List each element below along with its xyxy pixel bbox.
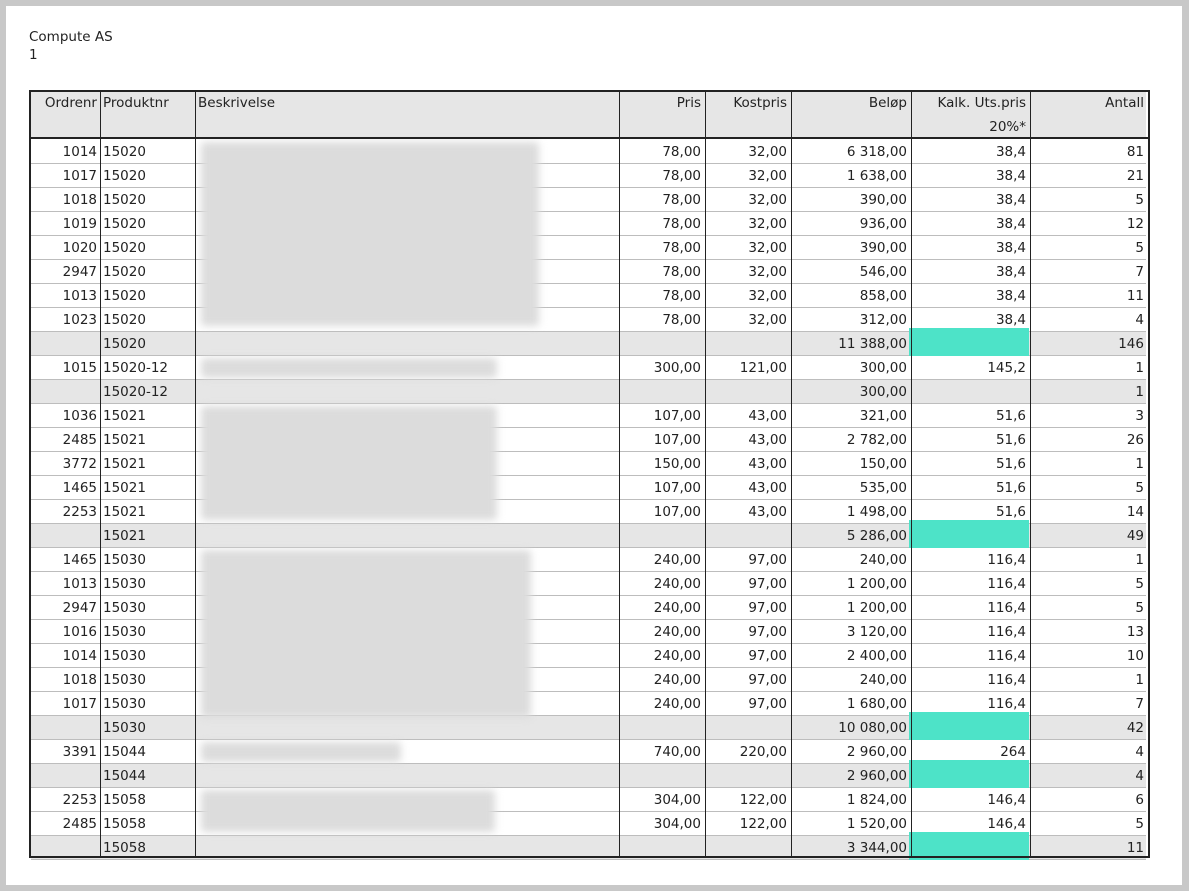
cell-ordrenr: 1017 (62, 168, 97, 184)
cell-produktnr: 15020 (103, 312, 146, 328)
cell-produktnr: 15030 (103, 672, 146, 688)
cell-belop: 321,00 (859, 408, 907, 424)
cell-produktnr: 15030 (103, 648, 146, 664)
cell-kalk-uts-pris: 51,6 (995, 480, 1026, 496)
cell-kalk-uts-pris: 116,4 (987, 552, 1026, 568)
cell-pris: 78,00 (662, 312, 701, 328)
cell-antall: 11 (1126, 288, 1144, 304)
cell-kostpris: 97,00 (748, 600, 787, 616)
cell-pris: 304,00 (653, 816, 701, 832)
page-number: 1 (29, 47, 38, 63)
cell-antall: 4 (1135, 312, 1144, 328)
cell-belop: 1 200,00 (846, 600, 907, 616)
cell-kalk-uts-pris: 116,4 (987, 696, 1026, 712)
cell-pris: 78,00 (662, 264, 701, 280)
cell-kalk-uts-pris: 116,4 (987, 672, 1026, 688)
cell-kalk-uts-pris: 38,4 (995, 288, 1026, 304)
cell-kalk-uts-pris: 38,4 (995, 240, 1026, 256)
cell-kostpris: 32,00 (748, 192, 787, 208)
cell-produktnr: 15021 (103, 456, 146, 472)
cell-belop: 240,00 (859, 672, 907, 688)
cell-pris: 240,00 (653, 672, 701, 688)
cell-pris: 304,00 (653, 792, 701, 808)
cell-pris: 107,00 (653, 432, 701, 448)
cell-kalk-uts-pris: 116,4 (987, 600, 1026, 616)
cell-kalk-uts-pris: 38,4 (995, 216, 1026, 232)
cell-belop: 858,00 (859, 288, 907, 304)
cell-kalk-uts-pris: 38,4 (995, 168, 1026, 184)
cell-produktnr: 15020 (103, 192, 146, 208)
table-frame (29, 90, 1150, 858)
cell-ordrenr: 3772 (62, 456, 97, 472)
cell-produktnr: 15020 (103, 216, 146, 232)
cell-belop: 546,00 (859, 264, 907, 280)
cell-antall: 5 (1135, 816, 1144, 832)
cell-produktnr: 15021 (103, 528, 146, 544)
cell-produktnr: 15020 (103, 336, 146, 352)
cell-antall: 49 (1126, 528, 1144, 544)
cell-pris: 740,00 (653, 744, 701, 760)
cell-produktnr: 15030 (103, 600, 146, 616)
cell-produktnr: 15044 (103, 768, 146, 784)
cell-antall: 5 (1135, 600, 1144, 616)
cell-belop: 150,00 (859, 456, 907, 472)
cell-produktnr: 15020 (103, 264, 146, 280)
cell-ordrenr: 1015 (62, 360, 97, 376)
cell-belop: 2 960,00 (846, 768, 907, 784)
cell-kostpris: 97,00 (748, 576, 787, 592)
cell-kostpris: 32,00 (748, 288, 787, 304)
cell-produktnr: 15020 (103, 168, 146, 184)
cell-antall: 146 (1118, 336, 1144, 352)
cell-belop: 10 080,00 (838, 720, 907, 736)
column-header-beskrivelse: Beskrivelse (198, 95, 276, 111)
cell-belop: 2 960,00 (846, 744, 907, 760)
cell-antall: 7 (1135, 264, 1144, 280)
cell-kostpris: 43,00 (748, 408, 787, 424)
cell-pris: 240,00 (653, 576, 701, 592)
cell-belop: 936,00 (859, 216, 907, 232)
cell-ordrenr: 1465 (62, 552, 97, 568)
cell-ordrenr: 1018 (62, 672, 97, 688)
cell-antall: 1 (1135, 360, 1144, 376)
cell-kostpris: 97,00 (748, 624, 787, 640)
cell-kostpris: 97,00 (748, 552, 787, 568)
cell-antall: 81 (1126, 144, 1144, 160)
cell-kostpris: 32,00 (748, 168, 787, 184)
company-name: Compute AS (29, 29, 113, 45)
cell-produktnr: 15020-12 (103, 360, 168, 376)
cell-kostpris: 32,00 (748, 144, 787, 160)
cell-belop: 1 638,00 (846, 168, 907, 184)
cell-antall: 10 (1126, 648, 1144, 664)
column-header-belop: Beløp (868, 95, 907, 111)
cell-pris: 107,00 (653, 408, 701, 424)
cell-kalk-uts-pris: 146,4 (987, 792, 1026, 808)
cell-belop: 1 824,00 (846, 792, 907, 808)
cell-kostpris: 32,00 (748, 240, 787, 256)
cell-produktnr: 15021 (103, 408, 146, 424)
column-header-kalk-uts-pris: Kalk. Uts.pris (937, 95, 1026, 111)
cell-antall: 14 (1126, 504, 1144, 520)
cell-ordrenr: 2253 (62, 504, 97, 520)
cell-kostpris: 32,00 (748, 216, 787, 232)
cell-belop: 300,00 (859, 384, 907, 400)
cell-antall: 13 (1126, 624, 1144, 640)
report-table (29, 90, 1148, 858)
cell-kalk-uts-pris: 264 (1000, 744, 1026, 760)
cell-produktnr: 15020-12 (103, 384, 168, 400)
cell-ordrenr: 1020 (62, 240, 97, 256)
cell-ordrenr: 3391 (62, 744, 97, 760)
cell-kalk-uts-pris: 116,4 (987, 624, 1026, 640)
cell-produktnr: 15021 (103, 504, 146, 520)
cell-pris: 78,00 (662, 168, 701, 184)
cell-kostpris: 97,00 (748, 672, 787, 688)
cell-pris: 150,00 (653, 456, 701, 472)
cell-kostpris: 43,00 (748, 480, 787, 496)
cell-pris: 300,00 (653, 360, 701, 376)
cell-pris: 240,00 (653, 552, 701, 568)
cell-kalk-uts-pris: 51,6 (995, 456, 1026, 472)
cell-produktnr: 15058 (103, 840, 146, 856)
cell-produktnr: 15030 (103, 576, 146, 592)
cell-produktnr: 15044 (103, 744, 146, 760)
cell-antall: 1 (1135, 384, 1144, 400)
cell-kalk-uts-pris: 146,4 (987, 816, 1026, 832)
cell-kalk-uts-pris: 116,4 (987, 648, 1026, 664)
column-header-antall: Antall (1105, 95, 1144, 111)
column-header-produktnr: Produktnr (103, 95, 169, 111)
cell-ordrenr: 1023 (62, 312, 97, 328)
cell-antall: 11 (1126, 840, 1144, 856)
cell-pris: 240,00 (653, 600, 701, 616)
cell-antall: 4 (1135, 768, 1144, 784)
cell-kostpris: 43,00 (748, 504, 787, 520)
cell-kalk-uts-pris: 145,2 (987, 360, 1026, 376)
cell-antall: 7 (1135, 696, 1144, 712)
cell-ordrenr: 1018 (62, 192, 97, 208)
cell-kalk-uts-pris: 38,4 (995, 192, 1026, 208)
column-header-pris: Pris (676, 95, 701, 111)
cell-produktnr: 15021 (103, 432, 146, 448)
cell-pris: 240,00 (653, 624, 701, 640)
cell-ordrenr: 1013 (62, 288, 97, 304)
cell-kalk-uts-pris: 116,4 (987, 576, 1026, 592)
cell-ordrenr: 2253 (62, 792, 97, 808)
cell-ordrenr: 1016 (62, 624, 97, 640)
column-subheader-percent: 20%* (989, 119, 1026, 135)
report-page (6, 6, 1182, 885)
cell-belop: 3 344,00 (846, 840, 907, 856)
cell-kalk-uts-pris: 38,4 (995, 144, 1026, 160)
cell-ordrenr: 2947 (62, 600, 97, 616)
cell-ordrenr: 2485 (62, 432, 97, 448)
cell-antall: 5 (1135, 192, 1144, 208)
cell-kalk-uts-pris: 51,6 (995, 432, 1026, 448)
cell-belop: 3 120,00 (846, 624, 907, 640)
cell-ordrenr: 1036 (62, 408, 97, 424)
cell-kostpris: 32,00 (748, 312, 787, 328)
cell-belop: 5 286,00 (846, 528, 907, 544)
cell-kostpris: 43,00 (748, 456, 787, 472)
cell-belop: 11 388,00 (838, 336, 907, 352)
cell-pris: 107,00 (653, 504, 701, 520)
cell-kostpris: 43,00 (748, 432, 787, 448)
cell-ordrenr: 1013 (62, 576, 97, 592)
cell-kostpris: 32,00 (748, 264, 787, 280)
cell-ordrenr: 1014 (62, 144, 97, 160)
cell-ordrenr: 1465 (62, 480, 97, 496)
cell-ordrenr: 1017 (62, 696, 97, 712)
cell-kostpris: 97,00 (748, 696, 787, 712)
cell-belop: 390,00 (859, 240, 907, 256)
cell-antall: 1 (1135, 552, 1144, 568)
cell-produktnr: 15020 (103, 240, 146, 256)
cell-antall: 21 (1126, 168, 1144, 184)
cell-belop: 1 498,00 (846, 504, 907, 520)
cell-pris: 78,00 (662, 144, 701, 160)
cell-antall: 5 (1135, 480, 1144, 496)
column-header-kostpris: Kostpris (733, 95, 787, 111)
cell-kostpris: 97,00 (748, 648, 787, 664)
cell-belop: 2 782,00 (846, 432, 907, 448)
cell-kostpris: 122,00 (739, 792, 787, 808)
cell-antall: 5 (1135, 576, 1144, 592)
cell-produktnr: 15030 (103, 720, 146, 736)
cell-ordrenr: 1019 (62, 216, 97, 232)
cell-pris: 78,00 (662, 216, 701, 232)
cell-pris: 78,00 (662, 192, 701, 208)
cell-antall: 26 (1126, 432, 1144, 448)
cell-produktnr: 15058 (103, 816, 146, 832)
cell-produktnr: 15020 (103, 144, 146, 160)
cell-belop: 1 520,00 (846, 816, 907, 832)
cell-pris: 240,00 (653, 648, 701, 664)
cell-belop: 6 318,00 (846, 144, 907, 160)
cell-pris: 78,00 (662, 288, 701, 304)
cell-antall: 12 (1126, 216, 1144, 232)
cell-kalk-uts-pris: 51,6 (995, 504, 1026, 520)
cell-belop: 240,00 (859, 552, 907, 568)
cell-kostpris: 220,00 (739, 744, 787, 760)
cell-produktnr: 15030 (103, 696, 146, 712)
cell-pris: 107,00 (653, 480, 701, 496)
cell-ordrenr: 1014 (62, 648, 97, 664)
cell-kostpris: 121,00 (739, 360, 787, 376)
cell-belop: 312,00 (859, 312, 907, 328)
cell-belop: 535,00 (859, 480, 907, 496)
cell-kalk-uts-pris: 38,4 (995, 264, 1026, 280)
cell-pris: 240,00 (653, 696, 701, 712)
cell-ordrenr: 2485 (62, 816, 97, 832)
cell-belop: 300,00 (859, 360, 907, 376)
cell-antall: 1 (1135, 672, 1144, 688)
cell-produktnr: 15030 (103, 624, 146, 640)
column-header-ordrenr: Ordrenr (44, 95, 97, 111)
cell-produktnr: 15020 (103, 288, 146, 304)
cell-kalk-uts-pris: 38,4 (995, 312, 1026, 328)
cell-kalk-uts-pris: 51,6 (995, 408, 1026, 424)
cell-produktnr: 15030 (103, 552, 146, 568)
cell-antall: 1 (1135, 456, 1144, 472)
cell-ordrenr: 2947 (62, 264, 97, 280)
cell-belop: 1 200,00 (846, 576, 907, 592)
cell-antall: 4 (1135, 744, 1144, 760)
cell-antall: 42 (1126, 720, 1144, 736)
cell-antall: 5 (1135, 240, 1144, 256)
cell-antall: 3 (1135, 408, 1144, 424)
cell-kostpris: 122,00 (739, 816, 787, 832)
cell-belop: 1 680,00 (846, 696, 907, 712)
cell-produktnr: 15021 (103, 480, 146, 496)
cell-belop: 2 400,00 (846, 648, 907, 664)
cell-pris: 78,00 (662, 240, 701, 256)
cell-belop: 390,00 (859, 192, 907, 208)
cell-produktnr: 15058 (103, 792, 146, 808)
cell-antall: 6 (1135, 792, 1144, 808)
